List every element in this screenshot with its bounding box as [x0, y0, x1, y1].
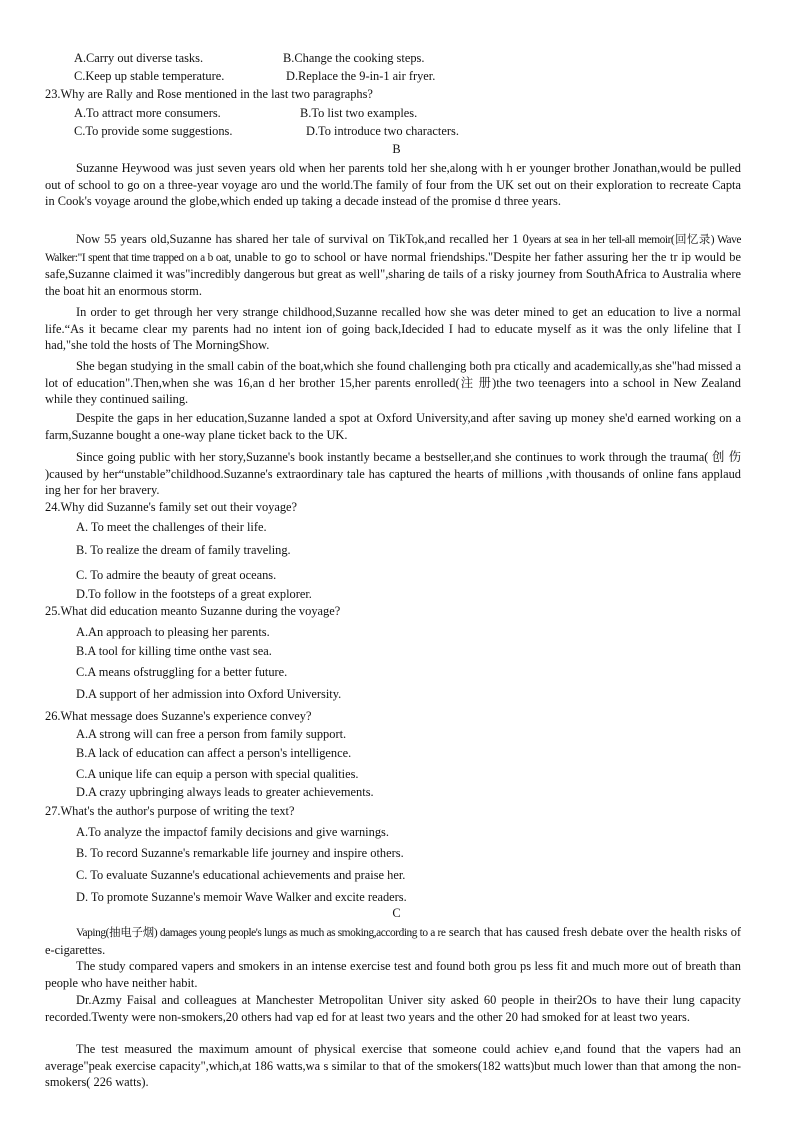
passage-b-para-2-rest: unable to go to school or have normal friendships."Despite her father assuring her the tr ip would be safe,Suzanne claimed it was"incredibly dangerous but great as well",sharing de tails of a risky journey from SouthAfrica to Australia where the boat hit an enormous storm. [45, 249, 741, 299]
q26-option-d: D.A crazy upbringing always leads to greater achievements. [76, 785, 374, 799]
passage-b-para-3 [45, 304, 741, 354]
q25-option-d: D.A support of her admission into Oxford University. [76, 687, 342, 701]
q25-option-c: C.A means ofstruggling for a better future. [76, 665, 288, 679]
passage-c-para-3 [45, 992, 741, 1025]
q25-option-a: A.An approach to pleasing her parents. [76, 625, 270, 639]
q26-option-c: C.A unique life can equip a person with special qualities. [76, 767, 359, 781]
passage-b-para-5 [45, 410, 741, 443]
q22-option-b: B.Change the cooking steps. [283, 51, 425, 65]
passage-b-para-2-lead: Now 55 years old,Suzanne has shared her tale of survival on TikTok,and recalled her 1 0 [76, 232, 529, 246]
passage-b-para-6-text: Since going public with her story,Suzanne's book instantly became a bestseller,and she continues to work through the trauma( 创 伤 )caused by her“unstable”childhood.Suzanne's extraordinary tale has captured the hearts of millions ,with thousands of online fans applaud ing her for her bravery. [45, 450, 741, 498]
passage-b-heading: B [392, 142, 401, 156]
q25-option-b: B.A tool for killing time onthe vast sea. [76, 644, 272, 658]
q22-option-a: A.Carry out diverse tasks. [74, 51, 204, 65]
passage-c-para-1-squeezed: Vaping(抽电子烟) damages young people's lungs as much as smoking,according to a re [76, 927, 446, 939]
q26-option-b: B.A lack of education can affect a person's intelligence. [76, 746, 352, 760]
passage-c-para-1-text [45, 924, 741, 958]
passage-c-para-3-text: Dr.Azmy Faisal and colleagues at Manchester Metropolitan Univer sity asked 60 people in their2Os to have their lung capacity recorded.Twenty were non-smokers,20 others had vap ed for at least two years and the other 20 had smoked for at least two years. [45, 993, 741, 1024]
q25-stem: 25.What did education meanto Suzanne during the voyage? [45, 604, 341, 618]
passage-c-para-1-rest: search that has caused fresh debate over the health risks of e-cigarettes. [45, 925, 742, 957]
q23-option-a: A.To attract more consumers. [74, 106, 221, 120]
passage-b-para-3-text: In order to get through her very strange childhood,Suzanne recalled how she was deter mined to get an education to live a normal life.“As it became clear my parents had no intent ion of going back,Idecided I had to educate myself as it was the only lifeline that I had,"she told the hosts of The MorningShow. [45, 305, 741, 353]
passage-b-para-2 [45, 231, 741, 300]
passage-c-heading: C [392, 906, 401, 920]
passage-b-para-1 [45, 160, 741, 210]
q22-option-c: C.Keep up stable temperature. [74, 69, 225, 83]
passage-b-para-2-text [45, 231, 741, 300]
q26-option-a: A.A strong will can free a person from family support. [76, 727, 347, 741]
q27-option-c: C. To evaluate Suzanne's educational achievements and praise her. [76, 868, 406, 882]
q22-option-d: D.Replace the 9-in-1 air fryer. [286, 69, 436, 83]
passage-b-para-1-text: Suzanne Heywood was just seven years old when her parents told her she,along with h er younger brother Jonathan,would be pulled out of school to go on a three-year voyage aro und the world.The family of four from the UK set out on their exploration to recreate Capta in Cook's voyage around the globe,which ended up taking a decade instead of the promise d three years. [45, 161, 741, 209]
passage-c-para-2-text: The study compared vapers and smokers in an intense exercise test and found both grou ps less fit and much more out of breath than people who have neither habit. [45, 959, 741, 990]
passage-b-para-5-text: Despite the gaps in her education,Suzanne landed a spot at Oxford University,and after saving up money she'd earned working on a farm,Suzanne bought a one-way plane ticket back to the UK. [45, 411, 741, 442]
passage-b-para-6 [45, 449, 741, 499]
q23-option-d: D.To introduce two characters. [306, 124, 459, 138]
q27-option-b: B. To record Suzanne's remarkable life journey and inspire others. [76, 846, 404, 860]
passage-b-para-2-squeezed: years at sea in her tell-all memoir(回忆录) Wave Walker:"I spent that time trapped on a b oat, [45, 234, 742, 264]
q26-stem: 26.What message does Suzanne's experience convey? [45, 709, 312, 723]
passage-c-para-4 [45, 1041, 741, 1091]
passage-b-para-4-text: She began studying in the small cabin of the boat,which she found challenging both pra ctically and academically,as she"had missed a lot of education".Then,when she was 16,an d her brother 15,her parents enrolled(注 册)the two teenagers into a school in New Zealand while they continued sailing. [45, 359, 741, 407]
q24-option-b: B. To realize the dream of family traveling. [76, 543, 291, 557]
q23-option-c: C.To provide some suggestions. [74, 124, 233, 138]
q24-option-d: D.To follow in the footsteps of a great explorer. [76, 587, 312, 601]
passage-c-para-4-text: The test measured the maximum amount of physical exercise that someone could achiev e,and found that the vapers had an average"peak exercise capacity",which,at 186 watts,wa s similar to that of the smokers(182 watts)but much lower than that among the non-smokers( 226 watts). [45, 1042, 741, 1090]
passage-b-para-4 [45, 358, 741, 408]
passage-c-para-2 [45, 958, 741, 991]
q24-stem: 24.Why did Suzanne's family set out their voyage? [45, 500, 298, 514]
q24-option-c: C. To admire the beauty of great oceans. [76, 568, 277, 582]
q23-stem: 23.Why are Rally and Rose mentioned in the last two paragraphs? [45, 87, 373, 101]
q27-option-a: A.To analyze the impactof family decisions and give warnings. [76, 825, 389, 839]
passage-c-para-1 [45, 924, 741, 958]
q23-option-b: B.To list two examples. [300, 106, 418, 120]
q24-option-a: A. To meet the challenges of their life. [76, 520, 267, 534]
q27-stem: 27.What's the author's purpose of writing the text? [45, 804, 295, 818]
q27-option-d: D. To promote Suzanne's memoir Wave Walker and excite readers. [76, 890, 407, 904]
